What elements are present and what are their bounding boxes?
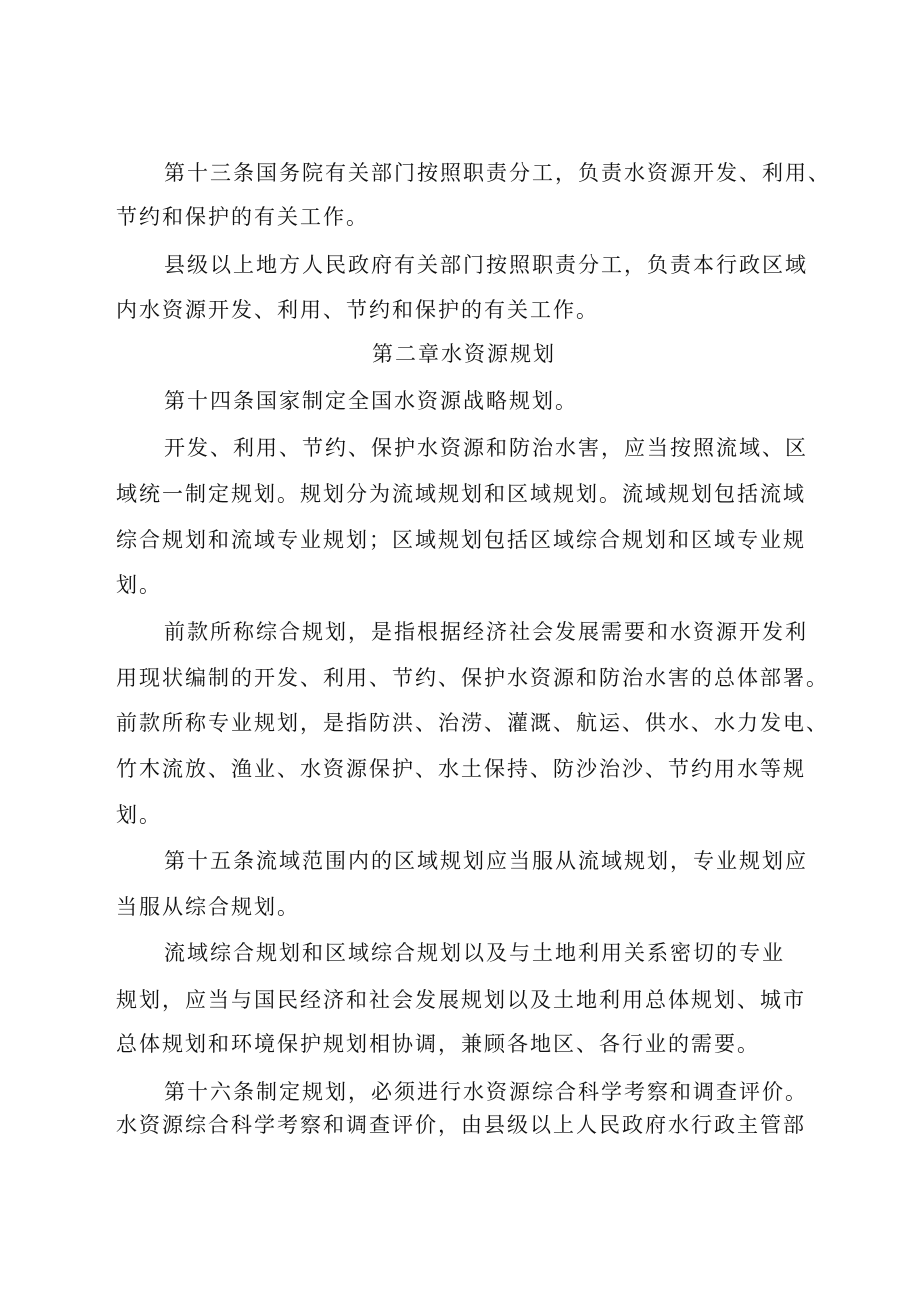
article-14-para2-line-3: 综合规划和流域专业规划；区域规划包括区域综合规划和区域专业规 [116,528,806,552]
article-16-line-2: 水资源综合科学考察和调查评价，由县级以上人民政府水行政主管部 [116,1113,806,1137]
article-13-line-1: 第十三条国务院有关部门按照职责分工，负责水资源开发、利用、 [164,161,831,185]
article-13-para2-line-1: 县级以上地方人民政府有关部门按照职责分工，负责本行政区域 [164,253,808,277]
article-15-para2-line-1: 流域综合规划和区域综合规划以及与土地利用关系密切的专业 [164,941,785,965]
article-14-para3-line-1: 前款所称综合规划，是指根据经济社会发展需要和水资源开发利 [164,620,808,644]
article-15-para2-line-2: 规划，应当与国民经济和社会发展规划以及土地利用总体规划、城市 [116,988,806,1012]
article-14-para4-line-1: 前款所称专业规划，是指防洪、治涝、灌溉、航运、供水、水力发电、 [116,711,829,735]
article-13-para2-line-2: 内水资源开发、利用、节约和保护的有关工作。 [116,298,599,322]
article-14-line-1: 第十四条国家制定全国水资源战略规划。 [164,389,578,413]
article-14-para2-line-1: 开发、利用、节约、保护水资源和防治水害，应当按照流域、区 [164,436,808,460]
article-14-para4-line-3: 划。 [116,803,162,827]
article-15-line-2: 当服从综合规划。 [116,895,300,919]
chapter-heading: 第二章水资源规划 [372,342,556,366]
article-15-para2-line-3: 总体规划和环境保护规划相协调，兼顾各地区、各行业的需要。 [116,1032,760,1056]
article-14-para2-line-4: 划。 [116,573,162,597]
article-14-para3-line-2: 用现状编制的开发、利用、节约、保护水资源和防治水害的总体部署。 [116,666,829,690]
article-14-para2-line-2: 域统一制定规划。规划分为流域规划和区域规划。流域规划包括流域 [116,482,806,506]
article-16-line-1: 第十六条制定规划，必须进行水资源综合科学考察和调查评价。 [164,1080,808,1104]
article-15-line-1: 第十五条流域范围内的区域规划应当服从流域规划，专业规划应 [164,849,808,873]
article-14-para4-line-2: 竹木流放、渔业、水资源保护、水土保持、防沙治沙、节约用水等规 [116,757,806,781]
article-13-line-2: 节约和保护的有关工作。 [116,205,369,229]
